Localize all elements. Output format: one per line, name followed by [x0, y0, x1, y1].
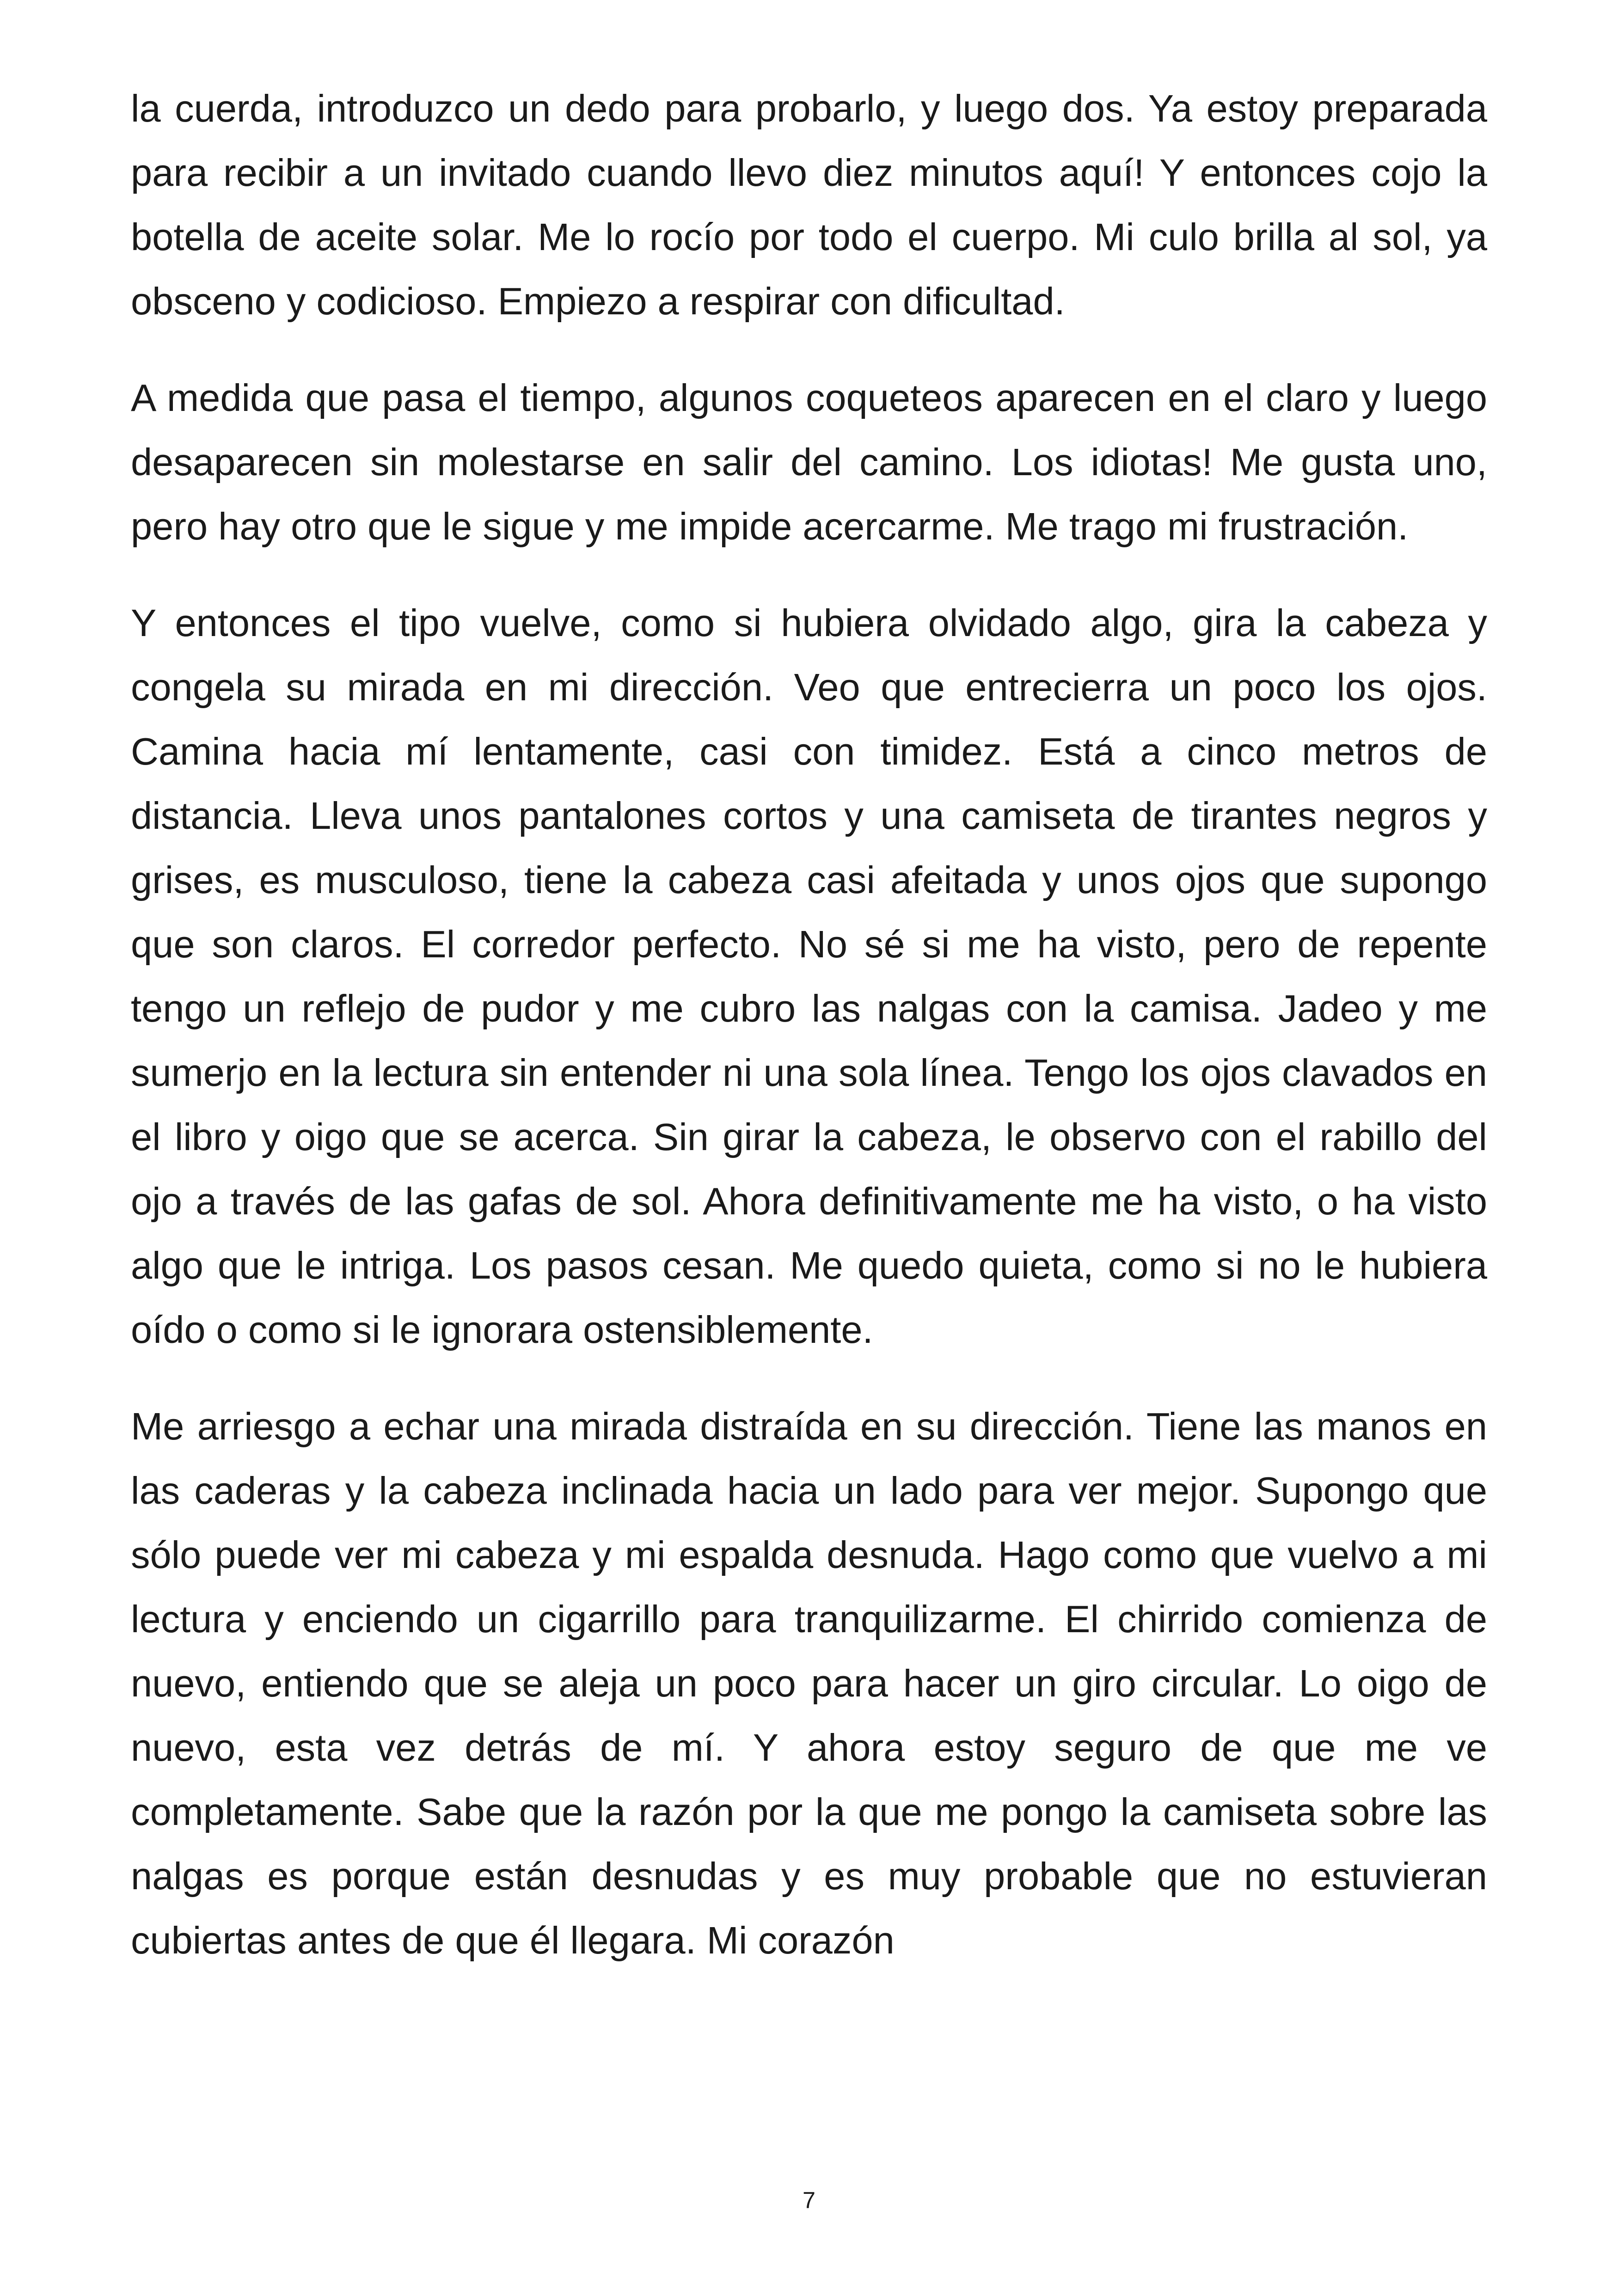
- paragraph-3: Y entonces el tipo vuelve, como si hubiera olvidado algo, gira la cabeza y congela su mirada en mi dirección. Veo que entrecierra un poco los ojos. Camina hacia mí lentamente, casi con timidez. Está a cinco metros de distancia. Lleva unos pantalones cortos y una camiseta de tirantes negros y grises, es musculoso, tiene la cabeza casi afeitada y unos ojos que supongo que son claros. El corredor perfecto. No sé si me ha visto, pero de repente tengo un reflejo de pudor y me cubro las nalgas con la camisa. Jadeo y me sumerjo en la lectura sin entender ni una sola línea. Tengo los ojos clavados en el libro y oigo que se acerca. Sin girar la cabeza, le observo con el rabillo del ojo a través de las gafas de sol. Ahora definitivamente me ha visto, o ha visto algo que le intriga. Los pasos cesan. Me quedo quieta, como si no le hubiera oído o como si le ignorara ostensiblemente.: [131, 601, 1487, 1351]
- paragraph-2: A medida que pasa el tiempo, algunos coqueteos aparecen en el claro y luego desaparecen sin molestarse en salir del camino. Los idiotas! Me gusta uno, pero hay otro que le sigue y me impide acercarme. Me trago mi frustración.: [131, 376, 1487, 548]
- page-number: 7: [803, 2187, 815, 2213]
- paragraph-4: Me arriesgo a echar una mirada distraída en su dirección. Tiene las manos en las caderas y la cabeza inclinada hacia un lado para ver mejor. Supongo que sólo puede ver mi cabeza y mi espalda desnuda. Hago como que vuelvo a mi lectura y enciendo un cigarrillo para tranquilizarme. El chirrido comienza de nuevo, entiendo que se aleja un poco para hacer un giro circular. Lo oigo de nuevo, esta vez detrás de mí. Y ahora estoy seguro de que me ve completamente. Sabe que la razón por la que me pongo la camiseta sobre las nalgas es porque están desnudas y es muy probable que no estuvieran cubiertas antes de que él llegara. Mi corazón: [131, 1405, 1487, 1962]
- paragraph-1: la cuerda, introduzco un dedo para probarlo, y luego dos. Ya estoy preparada para recibir a un invitado cuando llevo diez minutos aquí! Y entonces cojo la botella de aceite solar. Me lo rocío por todo el cuerpo. Mi culo brilla al sol, ya obsceno y codicioso. Empiezo a respirar con dificultad.: [131, 87, 1487, 323]
- body-text: [131, 76, 1487, 2005]
